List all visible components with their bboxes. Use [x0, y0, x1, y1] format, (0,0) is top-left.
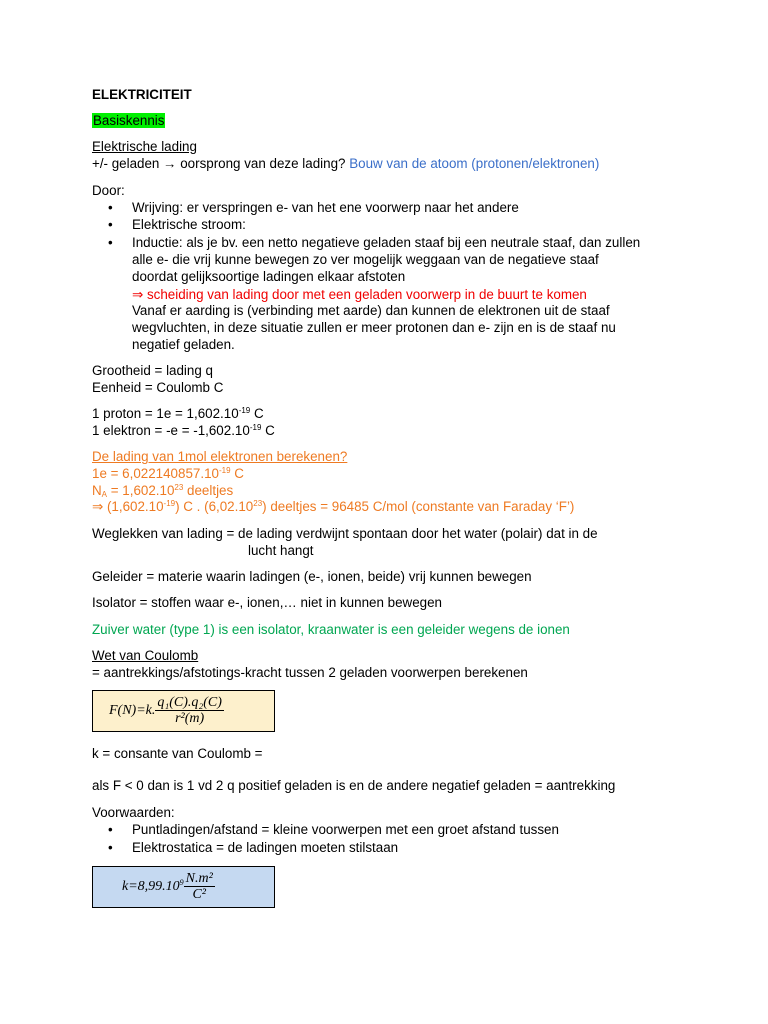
inductie-cont-1: alle e- die vrij kunne bewegen zo ver mogelijk weggaan van de negatieve staaf — [132, 252, 599, 267]
charge-heading: Elektrische lading — [92, 139, 197, 154]
electron-charge: 1 elektron = $-e = -1,602.10^{-19}$ C — [92, 423, 275, 438]
eenheid: Eenheid = Coulomb C — [92, 380, 224, 395]
aarding-2: wegvluchten, in deze situatie zullen er meer protonen dan e- zijn en is de staaf nu — [132, 320, 616, 335]
section-heading: Basiskennis — [93, 113, 165, 128]
k-line: k = consante van Coulomb = — [92, 746, 263, 761]
coulomb-formula-box: F(N)=k. $\frac{\text{q₁(C).q₂(C)}}{\text{r²(m)}}$ — [92, 690, 275, 732]
coulomb-desc: = aantrekkings/afstotings-kracht tussen 2 geladen voorwerpen berekenen — [92, 665, 528, 680]
voorwaarden-label: Voorwaarden: — [92, 805, 175, 820]
mol-line-1: $1e = 6,022140857.10^{-19}$ C — [92, 466, 244, 481]
mol-heading: De lading van 1mol elektronen berekenen? — [92, 449, 348, 464]
proton-charge: 1 proton = $1e = 1,602.10^{-19}$ C — [92, 406, 264, 421]
mol-line-3: ⇒ $(1,602.10^{-19})$ C . (6,02.10$^{23}$) deeltjes = 96485 C/mol (constante van Faraday ‘F’) — [92, 499, 575, 514]
door-label: Door: — [92, 183, 125, 198]
mol-line-2: $N_A = 1,602.10^{23}$ deeltjes — [92, 483, 234, 499]
aarding-1: Vanaf er aarding is (verbinding met aarde) dan kunnen de elektronen uit de staaf — [132, 303, 610, 318]
coulomb-heading: Wet van Coulomb — [92, 648, 199, 663]
geleider: Geleider = materie waarin ladingen (e-, ionen, beide) vrij kunnen bewegen — [92, 569, 532, 584]
grootheid: Grootheid = lading q — [92, 363, 213, 378]
red-note: ⇒ scheiding van lading door met een geladen voorwerp in de buurt te komen — [132, 287, 587, 302]
weglekken-1: Weglekken van lading = de lading verdwijnt spontaan door het water (polair) dat in de — [92, 526, 598, 541]
charge-origin-line: +/- geladen → oorsprong van deze lading? Bouw van de atoom (protonen/elektronen) — [92, 156, 600, 171]
k-formula-box: $k=8,99.10^9$ $\frac{\text{N.m²}}{\text{C²}}$ — [92, 866, 275, 908]
water-note: Zuiver water (type 1) is een isolator, kraanwater is een geleider wegens de ionen — [92, 622, 570, 637]
weglekken-2: lucht hangt — [248, 543, 314, 558]
isolator: Isolator = stoffen waar e-, ionen,… niet in kunnen bewegen — [92, 595, 442, 610]
aarding-3: negatief geladen. — [132, 337, 235, 352]
f-line: als F < 0 dan is 1 vd 2 q positief geladen is en de andere negatief geladen = aantrekking — [92, 778, 616, 793]
inductie-cont-2: doordat gelijksoortige ladingen elkaar afstoten — [132, 269, 406, 284]
page-title: ELEKTRICITEIT — [92, 87, 192, 102]
